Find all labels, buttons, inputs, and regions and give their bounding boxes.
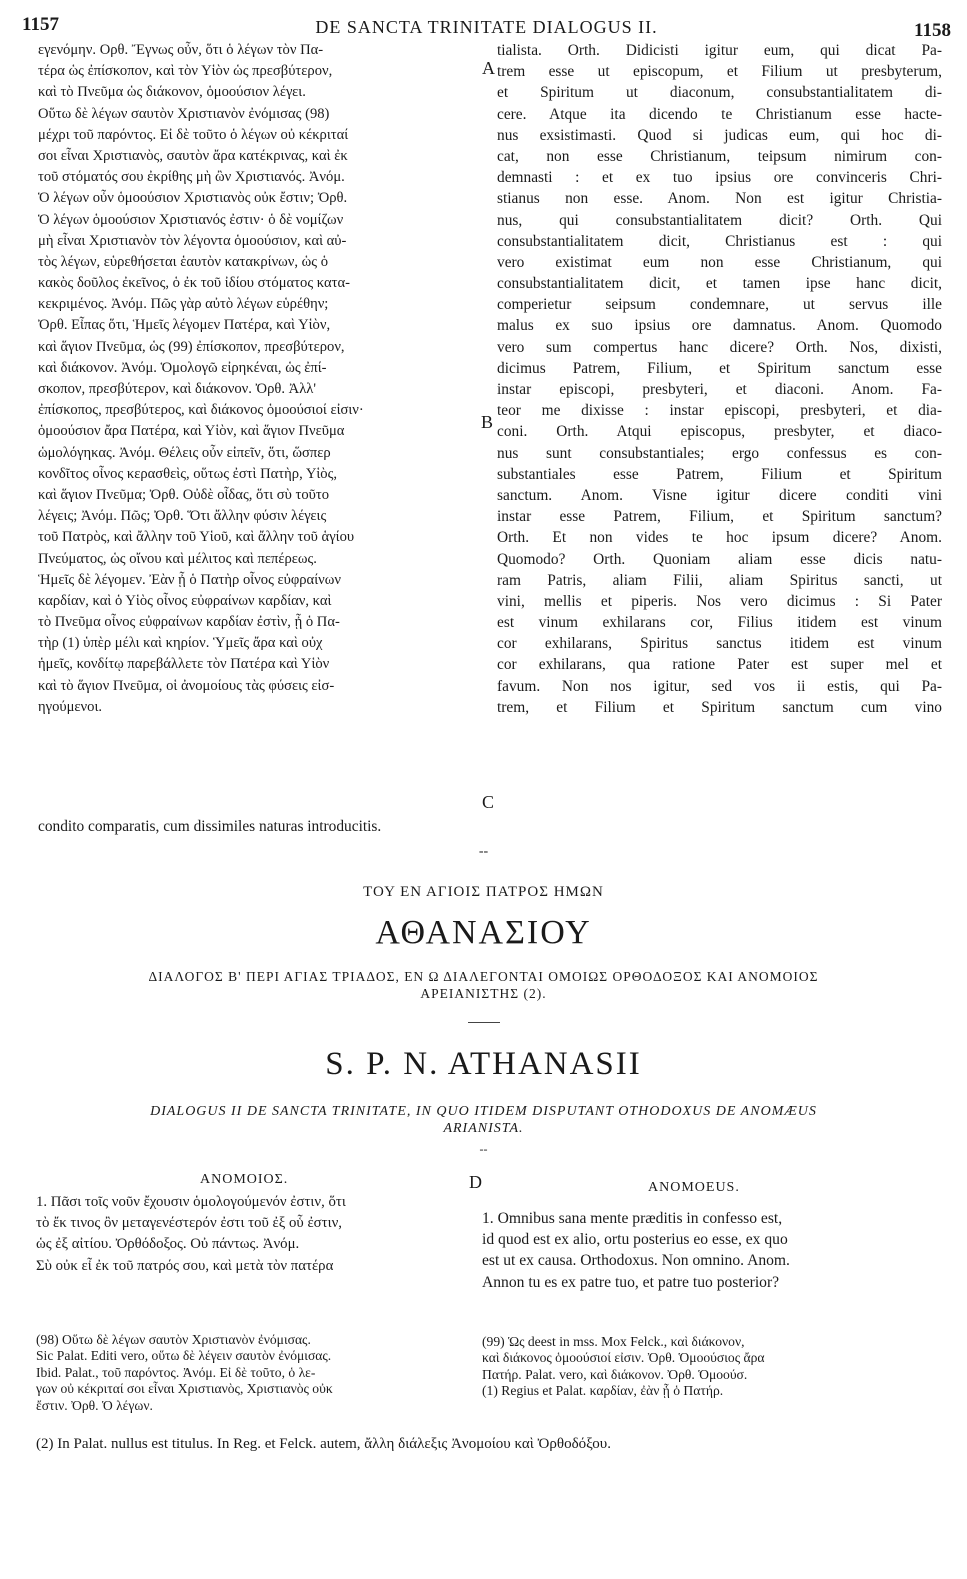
text-line: sanctum. Anom. Visne igitur dicere conditi vini: [497, 486, 942, 504]
text-line: ἐπίσκοπος, πρεσβύτερος, καὶ διάκονος ὁμοούσιοί εἰσιν·: [38, 402, 364, 419]
notes-left: [36, 1332, 333, 1414]
full-width-line: condito comparatis, cum dissimiles naturas introducitis.: [38, 818, 382, 835]
text-line: instar episcopi, presbyteri, et diaconi. Anom. Fa-: [497, 381, 942, 398]
text-line: stianus non esse. Anom. Non est igitur Christia-: [497, 190, 942, 208]
text-line: τοῦ στόματός σου ἐκρίθης μὴ ὢν Χριστιανός. Ἀνόμ.: [38, 169, 345, 186]
text-line: Orth. Et non vides te hoc ipsum dicere? Anom.: [497, 529, 942, 547]
text-line: ἔστιν. Ὀρθ. Ὁ λέγων.: [36, 1397, 153, 1413]
text-line: nus sunt consubstantiales; ergo confessus es con-: [497, 444, 942, 462]
text-line: τὴρ (1) ὑπὲρ μέλι καὶ κηρίον. Ὑμεῖς ἄρα καὶ οὐχ: [38, 635, 323, 652]
title-dialogue-greek-2: ΑΡΕΙΑΝΙΣΤΗΣ (2).: [420, 986, 547, 1001]
text-line: κακὸς δοῦλος ἐκεῖνος, ὁ ἐκ τοῦ ἰδίου στόματος κατα-: [38, 275, 350, 292]
text-line: Sic Palat. Editi vero, οὕτω δὲ λέγειν σαυτὸν ἐνόμισας.: [36, 1348, 332, 1364]
running-header: [22, 14, 951, 42]
text-line: demnasti : et ex tuo ipsius ore convinceris Chri-: [497, 169, 942, 187]
text-line: καὶ διάκονος ὁμοούσιοί εἰσιν. Ὀρθ. Ὁμοούσιος ἄρα: [482, 1350, 765, 1366]
title-athanasii-latin: S. P. N. ATHANASII: [325, 1046, 642, 1082]
text-line: μέχρι τοῦ παρόντος. Εἰ δὲ τοῦτο ὁ λέγων οὐ κέκριταί: [38, 126, 349, 143]
text-line: coni. Orth. Atqui episcopus, presbyter, et diaco-: [497, 423, 942, 441]
running-title: DE SANCTA TRINITATE DIALOGUS II.: [315, 17, 658, 37]
text-line: Οὕτω δὲ λέγων σαυτὸν Χριστιανὸν ἐνόμισας (98): [38, 105, 330, 122]
text-line: Ὁ λέγων οὖν ὁμοούσιον Χριστιανὸς οὐκ ἔστιν; Ὀρθ.: [38, 190, 348, 207]
text-line: ὁμοούσιον ἄρα Πατέρα, καὶ Υἱὸν, καὶ ἅγιον Πνεῦμα: [38, 423, 345, 440]
text-line: λέγεις; Ἀνόμ. Πῶς; Ὀρθ. Ὅτι ἄλλην φύσιν λέγεις: [38, 508, 327, 525]
text-line: Σὺ οὐκ εἶ ἐκ τοῦ πατρός σου, καὶ μετὰ τὸν πατέρα: [36, 1257, 334, 1274]
text-line: εγενόμην. Ορθ. Ἔγνως οὖν, ὅτι ὁ λέγων τὸν Πα-: [38, 42, 324, 58]
margin-letter-a: A: [482, 58, 495, 78]
text-line: et Spiritum ut diaconum, consubstantialitatem di-: [497, 84, 942, 102]
text-line: καὶ τὸ Πνεῦμα ὡς διάκονον, ὁμοούσιον λέγει.: [38, 84, 306, 101]
text-line: instar esse Patrem, Filium, et Spiritum sanctum?: [497, 508, 942, 526]
greek-column: [38, 40, 478, 718]
text-line: cat, non esse Christianum, teipsum nimirum con-: [497, 147, 942, 165]
title-dialogus-latin: DIALOGUS II DE SANCTA TRINITATE, IN QUO ITIDEM DISPUTANT OTHODOXUS DE ANOMÆUS: [150, 1104, 817, 1119]
title-dialogue-greek: ΔΙΑΛΟΓΟΣ Β' ΠΕΡΙ ΑΓΙΑΣ ΤΡΙΑΔΟΣ, ΕΝ Ω ΔΙΑΛΕΓΟΝΤΑΙ ΟΜΟΙΩΣ ΟΡΘΟΔΟΞΟΣ ΚΑΙ ΑΝΟΜΟΙΟΣ: [148, 969, 819, 984]
latin-opening: [482, 1208, 944, 1293]
section-rule-top: --: [478, 844, 489, 859]
text-line: cere. Atque ita dicendo te Christianum esse hacte-: [497, 105, 942, 123]
section-rule-bottom: --: [479, 1142, 488, 1156]
text-line: Quomodo? Orth. Quoniam aliam esse dicis natu-: [497, 550, 942, 568]
text-line: (98) Οὕτω δὲ λέγων σαυτὸν Χριστιανὸν ἐνόμισας.: [36, 1332, 311, 1347]
text-line: ἡμεῖς, κονδίτῳ παρεβάλλετε τὸν Πατέρα καὶ Υἱὸν: [38, 656, 330, 673]
text-line: Ἡμεῖς δὲ λέγομεν. Ἐὰν ᾖ ὁ Πατὴρ οἶνος εὐφραίνων: [38, 571, 341, 588]
text-line: est vinum exhilarans cor, Filius itidem est vinum: [497, 614, 942, 632]
text-line: καὶ ἅγιον Πνεῦμα; Ὀρθ. Οὐδὲ οἶδας, ὅτι σὺ τοῦτο: [38, 486, 330, 503]
text-line: κονδῖτος οἶνος κερασθεὶς, οὕτως ἐστὶ Πατὴρ, Υἱὸς,: [38, 465, 338, 482]
text-line: cor exhilarans, Spiritus sanctus itidem est vinum: [497, 635, 942, 653]
text-line: ram Patris, aliam Filii, aliam Spiritus sancti, ut: [497, 571, 942, 589]
text-line: teor me dixisse : instar episcopi, presbyteri, et dia-: [497, 402, 942, 420]
text-line: Ὀρθ. Εἶπας ὅτι, Ἡμεῖς λέγομεν Πατέρα, καὶ Υἱὸν,: [38, 317, 331, 334]
margin-letter-c: C: [482, 792, 495, 812]
text-line: ὡμολόγηκας. Ἀνόμ. Θέλεις οὖν εἰπεῖν, ὅτι, ὥσπερ: [38, 444, 331, 461]
text-line: trem, et Filium et Spiritum sanctum cum vino: [497, 698, 942, 716]
notes-right: [482, 1334, 765, 1400]
text-line: substantiales esse Patrem, Filium et Spiritum: [497, 465, 942, 483]
footnote: (2) In Palat. nullus est titulus. In Reg. et Felck. autem, ἄλλη διάλεξις Ἀνομοίου καὶ Ὀρθοδόξου.: [36, 1436, 611, 1452]
text-line: Ibid. Palat., τοῦ παρόντος. Ἀνόμ. Εἰ δὲ τοῦτο, ὁ λε-: [36, 1364, 316, 1380]
text-line: καὶ ἅγιον Πνεῦμα, ὡς (99) ἐπίσκοπον, πρεσβύτερον,: [38, 338, 345, 355]
text-line: consubstantialitatem dicit, Christianus est : qui: [497, 232, 942, 250]
text-line: dicimus Patrem, Filium, et Spiritum sanctum esse: [497, 359, 942, 377]
text-line: (99) Ὡς deest in mss. Mox Felck., καὶ διάκονον,: [482, 1334, 745, 1349]
text-line: malus ex suo ipsius ore damnatus. Anom. Quomodo: [497, 317, 942, 335]
text-line: est ut ex causa. Orthodoxus. Non omnino. Anom.: [482, 1252, 790, 1270]
text-line: ὡς ἐξ αἰτίου. Ὀρθόδοξος. Οὐ πάντως. Ἀνόμ.: [36, 1236, 300, 1253]
text-line: Πατήρ. Palat. vero, καὶ διάκονον. Ὀρθ. Ὁμοούσ.: [482, 1366, 748, 1382]
greek-opening: [36, 1192, 476, 1277]
text-line: κεκριμένος. Ἀνόμ. Πῶς γὰρ αὐτὸ λέγων εὑρέθην;: [38, 296, 329, 313]
title-line-1: ΤΟΥ ΕΝ ΑΓΙΟΙΣ ΠΑΤΡΟΣ ΗΜΩΝ: [363, 884, 604, 900]
text-line: trem esse ut episcopum, et Filium ut presbyterum,: [497, 63, 942, 81]
text-line: τοῦ Πατρὸς, καὶ ἄλλην τοῦ Υἱοῦ, καὶ ἄλλην τοῦ ἁγίου: [38, 529, 355, 546]
text-line: γων οὐ κέκριταί σοι εἶναι Χριστιανὸς, Χριστιανὸς οὐκ: [36, 1381, 333, 1397]
text-line: μὴ εἶναι Χριστιανὸν τὸν λέγοντα ὁμοούσιον, καὶ αὐ-: [38, 232, 347, 249]
text-line: id quod est ex alio, ortu posterius eo esse, ex quo: [482, 1231, 788, 1249]
speaker-greek: ΑΝΟΜΟΙΟΣ.: [200, 1172, 289, 1187]
title-rule: [468, 1022, 500, 1023]
text-line: καὶ διάκονον. Ἀνόμ. Ὁμολογῶ εἰρηκέναι, ὡς ἐπί-: [38, 359, 327, 376]
text-line: Πνεύματος, ὡς οἴνου καὶ μέλιτος καὶ πεπέρεως.: [38, 550, 317, 567]
text-line: τὸ ἔκ τινος ὂν μεταγενέστερόν ἐστι τοῦ ἐξ οὗ ἐστιν,: [36, 1215, 342, 1232]
text-line: καὶ τὸ ἅγιον Πνεῦμα, οἱ ἀνομοίους τὰς φύσεις εἰσ-: [38, 677, 335, 694]
text-line: comperietur seipsum condemnare, ut servus ille: [497, 296, 942, 314]
text-line: (1) Regius et Palat. καρδίαν, ἐὰν ᾖ ὁ Πατήρ.: [482, 1383, 724, 1399]
text-line: σοι εἶναι Χριστιανὸς, σαυτὸν ἄρα κατέκρινας, καὶ ἐκ: [38, 147, 348, 164]
text-line: vini, mellis et piperis. Nos vero dicimus : Si Pater: [497, 592, 942, 610]
text-line: τὸ Πνεῦμα οἶνος εὐφραίνων καρδίαν ἐστὶν, ᾖ ὁ Πα-: [38, 614, 340, 631]
speaker-latin: ANOMOEUS.: [648, 1180, 740, 1195]
text-line: 1. Omnibus sana mente præditis in confesso est,: [482, 1210, 783, 1227]
text-line: ηγούμενοι.: [38, 698, 103, 715]
text-line: nus, qui consubstantialitatem dicit? Orth. Qui: [497, 211, 942, 229]
page-number-left: 1157: [22, 14, 59, 35]
page-number-right: 1158: [914, 20, 951, 41]
text-line: consubstantialitatem dicit, et tamen ipse hanc dicit,: [497, 275, 942, 293]
text-line: σκοπον, πρεσβύτερον, καὶ διάκονον. Ὀρθ. Ἀλλ': [38, 381, 316, 397]
text-line: Annon tu es ex patre tuo, et patre tuo posterior?: [482, 1273, 780, 1291]
text-line: καρδίαν, καὶ ὁ Υἱὸς οἶνος εὐφραίνων καρδίαν, καὶ: [38, 592, 332, 609]
latin-column: [497, 40, 942, 718]
text-line: nus exsistimasti. Quod si judicas eum, qui hoc di-: [497, 126, 942, 144]
margin-letter-d: D: [469, 1172, 482, 1192]
margin-letter-b: B: [481, 412, 494, 432]
text-line: 1. Πᾶσι τοῖς νοῦν ἔχουσιν ὁμολογούμενόν ἐστιν, ὅτι: [36, 1194, 346, 1210]
title-athanasiou: ΑΘΑΝΑΣΙΟΥ: [375, 914, 592, 951]
text-line: τέρα ὡς ἐπίσκοπον, καὶ τὸν Υἱὸν ὡς πρεσβύτερον,: [38, 63, 333, 80]
text-line: vero sum compertus hanc dicere? Orth. Nos, dixisti,: [497, 338, 942, 356]
text-line: Ὁ λέγων ὁμοούσιον Χριστιανός ἐστιν· ὁ δὲ νομίζων: [38, 211, 344, 228]
title-dialogus-latin-2: ARIANISTA.: [443, 1121, 524, 1136]
text-line: τὸς λέγων, εὑρεθήσεται ἑαυτὸν κατακρίνων, ὡς ὁ: [38, 253, 328, 270]
text-line: cor exhilarans, qua ratione Pater est super mel et: [497, 656, 942, 674]
text-line: vero existimat eum non esse Christianum, qui: [497, 253, 942, 271]
text-line: tialista. Orth. Didicisti igitur eum, qui dicat Pa-: [497, 42, 942, 59]
text-line: favum. Non nos igitur, sed vos ii estis, qui Pa-: [497, 677, 942, 695]
